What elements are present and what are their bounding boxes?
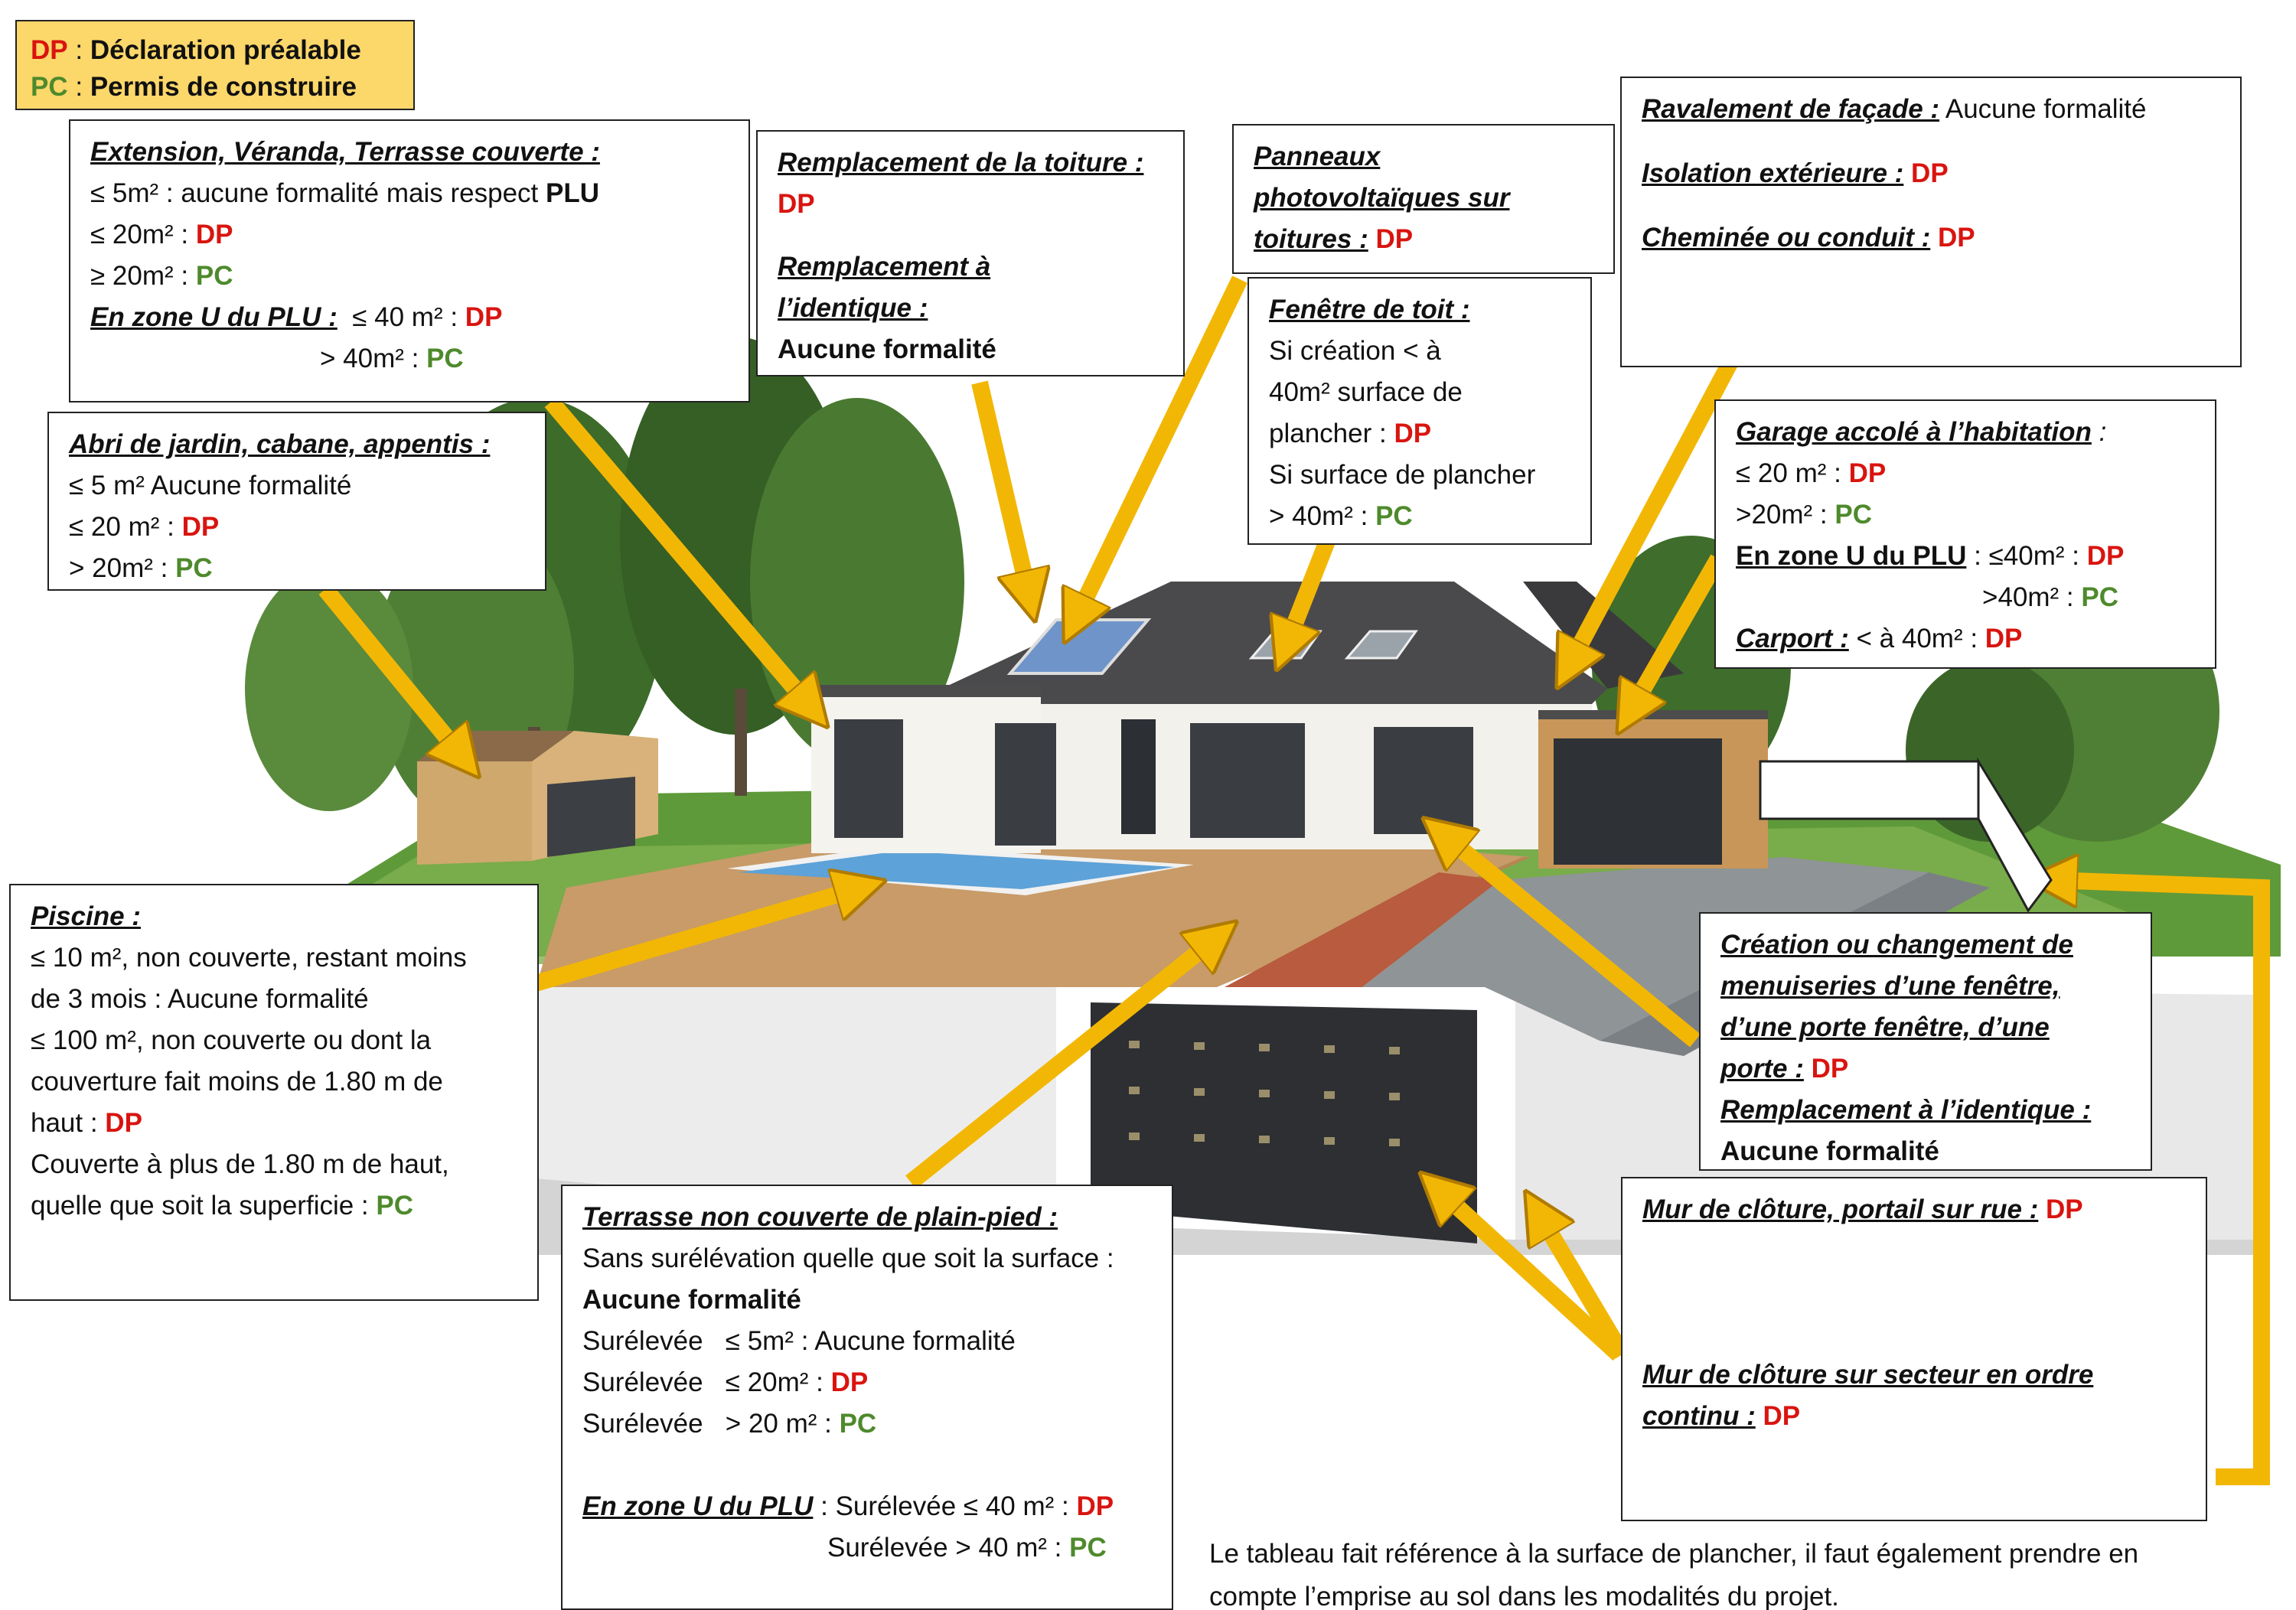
piscine-pc: PC: [376, 1191, 414, 1221]
abri-pc: PC: [175, 553, 213, 583]
panneaux-title-1: Panneaux: [1254, 142, 1381, 171]
abri-line-2: ≤ 20 m² :: [69, 512, 182, 542]
toiture-identique-title-2: l’identique :: [778, 293, 928, 323]
fenetre-toit-line-4: Si surface de plancher: [1269, 460, 1536, 490]
legend-pc: PC : Permis de construire: [31, 72, 357, 102]
footnote: [1209, 1533, 2265, 1610]
extension-zone-dp: DP: [465, 302, 503, 332]
legend-pc-label: Permis de construire: [90, 72, 357, 102]
legend-dp: DP : Déclaration préalable: [31, 35, 361, 65]
extension-line-4: ≤ 40 m² :: [337, 302, 465, 332]
box-fenetre-toit: [1247, 277, 1592, 545]
panneaux-title-3: toitures :: [1254, 224, 1368, 254]
abri-line-1: ≤ 5 m² Aucune formalité: [69, 471, 352, 500]
fenetre-toit-dp: DP: [1394, 419, 1432, 448]
toiture-identique-title-1: Remplacement à: [778, 252, 991, 282]
garage-title-colon: :: [2091, 417, 2107, 447]
box-garage: [1714, 399, 2216, 669]
extension-line-3: ≥ 20m² :: [90, 261, 196, 291]
fenetre-toit-line-3: plancher :: [1269, 419, 1394, 448]
abri-title: Abri de jardin, cabane, appentis :: [69, 429, 491, 459]
terrasse-title: Terrasse non couverte de plain-pied :: [582, 1202, 1058, 1232]
extension-title: Extension, Véranda, Terrasse couverte :: [90, 137, 600, 167]
garage-pc: PC: [1835, 500, 1872, 530]
terrasse-pc: PC: [839, 1409, 877, 1439]
fenetre-toit-line-1: Si création < à: [1269, 336, 1441, 366]
garage-zone-u: En zone U du PLU: [1736, 541, 1967, 571]
cheminee-title: Cheminée ou conduit :: [1642, 223, 1931, 253]
garage-zone-dp: DP: [2086, 541, 2125, 571]
toiture-title: Remplacement de la toiture :: [778, 148, 1144, 178]
terrasse-aucune: Aucune formalité: [582, 1285, 801, 1315]
piscine-dp: DP: [105, 1108, 142, 1138]
terrasse-zone-u: En zone U du PLU: [582, 1491, 814, 1521]
box-panneaux: [1232, 124, 1615, 274]
box-ravalement: [1620, 77, 2242, 367]
extension-line-1: ≤ 5m² : aucune formalité mais respect: [90, 178, 546, 208]
mur-continu-title-1: Mur de clôture sur secteur en ordre: [1642, 1360, 2094, 1390]
carport-title: Carport :: [1736, 624, 1849, 653]
terrasse-zone-pc: PC: [1069, 1533, 1107, 1563]
garage-line-4: >40m² :: [1982, 582, 2082, 612]
extension-dp: DP: [195, 220, 233, 249]
carport-line: < à 40m² :: [1848, 624, 1985, 653]
garage-line-2: >20m² :: [1736, 500, 1835, 530]
extension-line-5: > 40m² :: [320, 344, 427, 373]
fenetre-toit-line-5: > 40m² :: [1269, 501, 1376, 531]
garage-line-3: : ≤40m² :: [1966, 541, 2087, 571]
abri-line-3: > 20m² :: [69, 553, 176, 583]
extension-zone-u: En zone U du PLU :: [90, 302, 338, 332]
ravalement-value: Aucune formalité: [1939, 94, 2147, 124]
panneaux-dp: DP: [1368, 224, 1414, 254]
mur-continu-dp: DP: [1755, 1401, 1801, 1431]
toiture-dp: DP: [778, 189, 815, 219]
box-piscine: [9, 884, 539, 1301]
piscine-title: Piscine :: [31, 901, 141, 931]
fenetre-toit-pc: PC: [1375, 501, 1413, 531]
terrasse-line-3: Surélevée ≤ 5m² : Aucune formalité: [582, 1326, 1016, 1356]
fenetre-toit-title: Fenêtre de toit :: [1269, 295, 1470, 324]
terrasse-line-6: : Surélevée ≤ 40 m² :: [813, 1491, 1077, 1521]
arrow-toiture: [980, 383, 1029, 597]
mur-rue-title: Mur de clôture, portail sur rue :: [1642, 1194, 2039, 1224]
piscine-line-6: Couverte à plus de 1.80 m de haut,: [31, 1149, 449, 1179]
terrasse-line-1: Sans surélévation quelle que soit la surface :: [582, 1243, 1114, 1273]
terrasse-zone-dp: DP: [1076, 1491, 1114, 1521]
piscine-line-5: haut :: [31, 1108, 106, 1138]
toiture-aucune: Aucune formalité: [778, 334, 996, 364]
footnote-line-2: compte l’emprise au sol dans les modalités du projet.: [1209, 1582, 1839, 1610]
box-extension: [69, 119, 750, 402]
garage-line-1: ≤ 20 m² :: [1736, 458, 1849, 488]
box-abri: [47, 412, 546, 591]
piscine-line-2: de 3 mois : Aucune formalité: [31, 984, 369, 1014]
piscine-line-1: ≤ 10 m², non couverte, restant moins: [31, 943, 467, 973]
legend-pc-code: PC: [31, 72, 68, 102]
box-menuiseries: [1699, 912, 2152, 1171]
menuiseries-title-2: menuiseries d’une fenêtre,: [1720, 971, 2060, 1001]
box-mur: [1621, 1177, 2207, 1521]
isolation-dp: DP: [1903, 158, 1949, 188]
menuiseries-title-3: d’une porte fenêtre, d’une: [1720, 1012, 2050, 1042]
panneaux-title-2: photovoltaïques sur: [1254, 183, 1510, 213]
legend-dp-code: DP: [31, 35, 68, 65]
carport-dp: DP: [1985, 624, 2023, 653]
box-toiture: [756, 130, 1185, 376]
menuiseries-title-4: porte :: [1720, 1054, 1804, 1084]
mur-rue-dp: DP: [2038, 1194, 2083, 1224]
abri-dp: DP: [181, 512, 220, 542]
box-terrasse: [561, 1185, 1173, 1610]
terrasse-dp: DP: [830, 1367, 869, 1397]
menuiseries-identique-title: Remplacement à l’identique :: [1720, 1095, 2092, 1125]
menuiseries-aucune: Aucune formalité: [1720, 1136, 1939, 1166]
cheminee-dp: DP: [1930, 223, 1975, 253]
garage-zone-pc: PC: [2081, 582, 2118, 612]
piscine-line-4: couverture fait moins de 1.80 m de: [31, 1067, 443, 1097]
extension-pc: PC: [195, 261, 233, 291]
piscine-line-3: ≤ 100 m², non couverte ou dont la: [31, 1025, 432, 1055]
garage-dp: DP: [1848, 458, 1887, 488]
garage-title: Garage accolé à l’habitation: [1736, 417, 2092, 447]
terrasse-line-4: Surélevée ≤ 20m² :: [582, 1367, 831, 1397]
terrasse-line-5: Surélevée > 20 m² :: [582, 1409, 840, 1439]
legend: [15, 20, 415, 110]
menuiseries-dp: DP: [1803, 1054, 1849, 1084]
extension-zone-pc: PC: [426, 344, 464, 373]
legend-dp-label: Déclaration préalable: [90, 35, 361, 65]
extension-plu: PLU: [545, 178, 599, 208]
extension-line-2: ≤ 20m² :: [90, 220, 196, 249]
piscine-line-7: quelle que soit la superficie :: [31, 1191, 377, 1221]
mur-continu-title-2: continu :: [1642, 1401, 1756, 1431]
menuiseries-title-1: Création ou changement de: [1720, 930, 2073, 960]
footnote-line-1: Le tableau fait référence à la surface de plancher, il faut également prendre en: [1209, 1539, 2139, 1569]
ravalement-title: Ravalement de façade :: [1642, 94, 1940, 124]
isolation-title: Isolation extérieure :: [1642, 158, 1904, 188]
fenetre-toit-line-2: 40m² surface de: [1269, 377, 1463, 407]
terrasse-line-7: Surélevée > 40 m² :: [827, 1533, 1070, 1563]
